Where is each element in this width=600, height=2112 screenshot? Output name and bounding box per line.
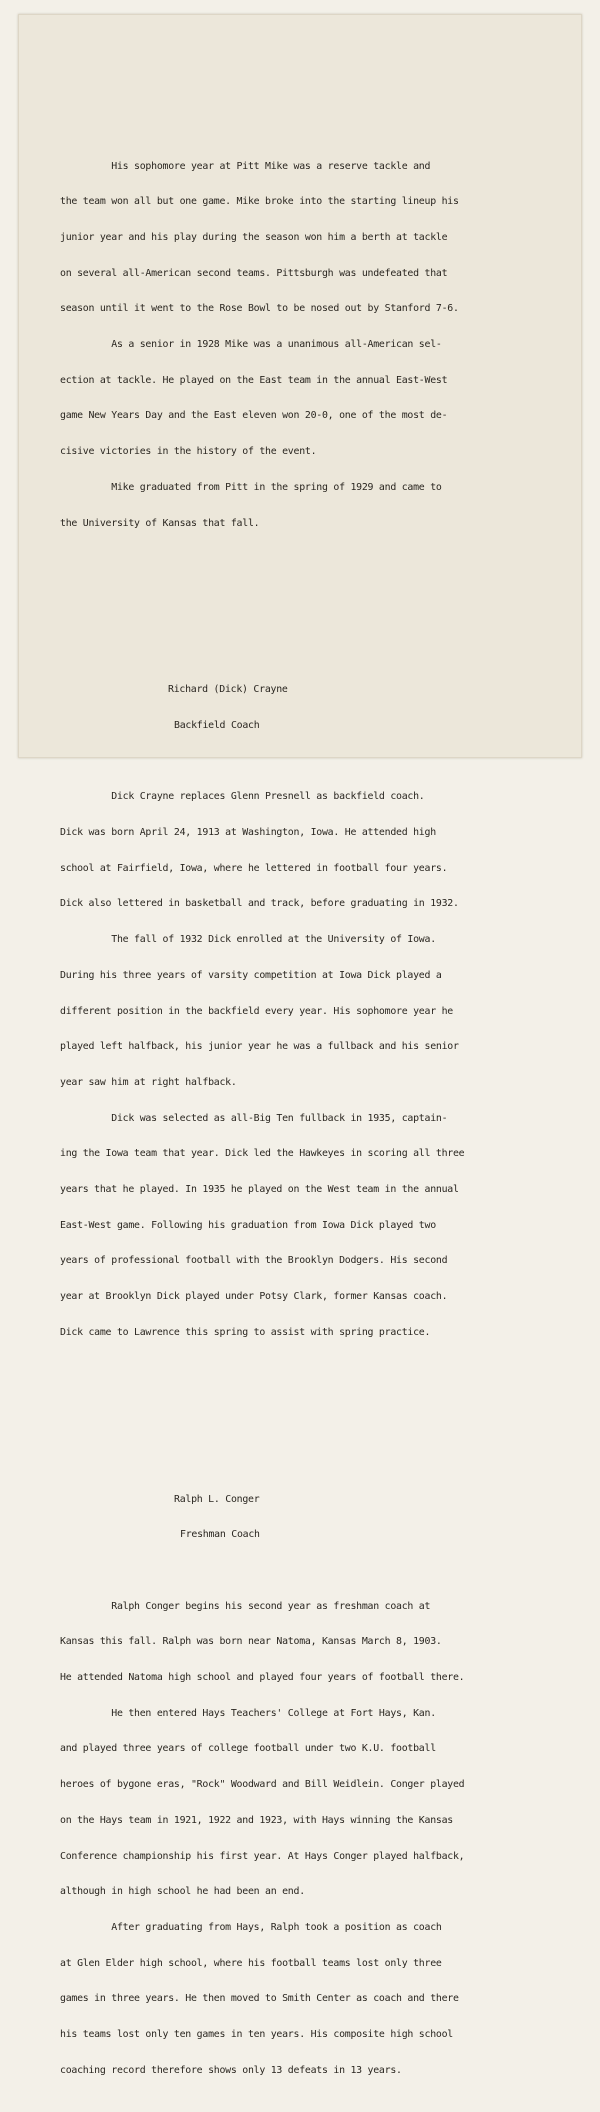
text-line: The fall of 1932 Dick enrolled at the University of Iowa. — [60, 934, 436, 946]
section-crayne — [60, 660, 550, 1362]
text-line: heroes of bygone eras, "Rock" Woodward and Bill Weidlein. Conger played — [60, 1779, 465, 1791]
text-line: Dick came to Lawrence this spring to assist with spring practice. — [60, 1326, 431, 1338]
text-line: Kansas this fall. Ralph was born near Natoma, Kansas March 8, 1903. — [60, 1636, 442, 1648]
text-line: ection at tackle. He played on the East team in the annual East-West — [60, 374, 448, 386]
text-line: Dick also lettered in basketball and track, before graduating in 1932. — [60, 898, 459, 910]
text-line: at Glen Elder high school, where his football teams lost only three — [60, 1957, 442, 1969]
section-conger — [60, 1470, 550, 2101]
text-line: years that he played. In 1935 he played on the West team in the annual — [60, 1184, 459, 1196]
text-line: and played three years of college football under two K.U. football — [60, 1743, 436, 1755]
text-line: his teams lost only ten games in ten years. His composite high school — [60, 2029, 453, 2041]
text-line: season until it went to the Rose Bowl to be nosed out by Stanford 7-6. — [60, 303, 459, 315]
text-line: on the Hays team in 1921, 1922 and 1923, with Hays winning the Kansas — [60, 1814, 453, 1826]
text-line: cisive victories in the history of the event. — [60, 446, 317, 458]
text-line: school at Fairfield, Iowa, where he lettered in football four years. — [60, 862, 448, 874]
text-line: Dick was born April 24, 1913 at Washington, Iowa. He attended high — [60, 827, 436, 839]
text-line: Mike graduated from Pitt in the spring of 1929 and came to — [60, 481, 442, 493]
text-line: He attended Natoma high school and played four years of football there. — [60, 1672, 465, 1684]
text-line: different position in the backfield every year. His sophomore year he — [60, 1005, 453, 1017]
text-line: game New Years Day and the East eleven won 20-0, one of the most de- — [60, 410, 448, 422]
text-line: During his three years of varsity competition at Iowa Dick played a — [60, 969, 442, 981]
text-line: East-West game. Following his graduation from Iowa Dick played two — [60, 1219, 436, 1231]
document-body — [60, 101, 550, 2112]
text-line: the team won all but one game. Mike broke into the starting lineup his — [60, 196, 459, 208]
text-line: year at Brooklyn Dick played under Potsy Clark, former Kansas coach. — [60, 1291, 448, 1303]
section-heading-name: Ralph L. Conger — [174, 1493, 260, 1505]
text-line: year saw him at right halfback. — [60, 1076, 237, 1088]
section-heading-title: Freshman Coach — [180, 1529, 260, 1541]
spacer — [60, 1398, 550, 1422]
section-heading-name: Richard (Dick) Crayne — [168, 684, 288, 696]
text-line: Dick was selected as all-Big Ten fullback in 1935, captain- — [60, 1112, 448, 1124]
spacer — [60, 589, 550, 613]
text-line: He then entered Hays Teachers' College at Fort Hays, Kan. — [60, 1707, 436, 1719]
text-line: Dick Crayne replaces Glenn Presnell as backfield coach. — [60, 791, 425, 803]
text-line: As a senior in 1928 Mike was a unanimous all-American sel- — [60, 339, 442, 351]
text-line: coaching record therefore shows only 13 defeats in 13 years. — [60, 2064, 402, 2076]
spacer — [60, 756, 550, 768]
section-heading-title: Backfield Coach — [174, 719, 260, 731]
text-line: years of professional football with the Brooklyn Dodgers. His second — [60, 1255, 448, 1267]
text-line: the University of Kansas that fall. — [60, 517, 260, 529]
text-line: on several all-American second teams. Pittsburgh was undefeated that — [60, 267, 448, 279]
text-line: Conference championship his first year. At Hays Conger played halfback, — [60, 1850, 465, 1862]
text-line: Ralph Conger begins his second year as freshman coach at — [60, 1600, 431, 1612]
section-mike — [60, 137, 550, 554]
text-line: junior year and his play during the season won him a berth at tackle — [60, 231, 448, 243]
text-line: although in high school he had been an end. — [60, 1886, 305, 1898]
spacer — [60, 1565, 550, 1577]
text-line: ing the Iowa team that year. Dick led the Hawkeyes in scoring all three — [60, 1148, 465, 1160]
text-line: His sophomore year at Pitt Mike was a reserve tackle and — [60, 160, 431, 172]
text-line: After graduating from Hays, Ralph took a position as coach — [60, 1921, 442, 1933]
text-line: played left halfback, his junior year he was a fullback and his senior — [60, 1041, 459, 1053]
text-line: games in three years. He then moved to Smith Center as coach and there — [60, 1993, 459, 2005]
